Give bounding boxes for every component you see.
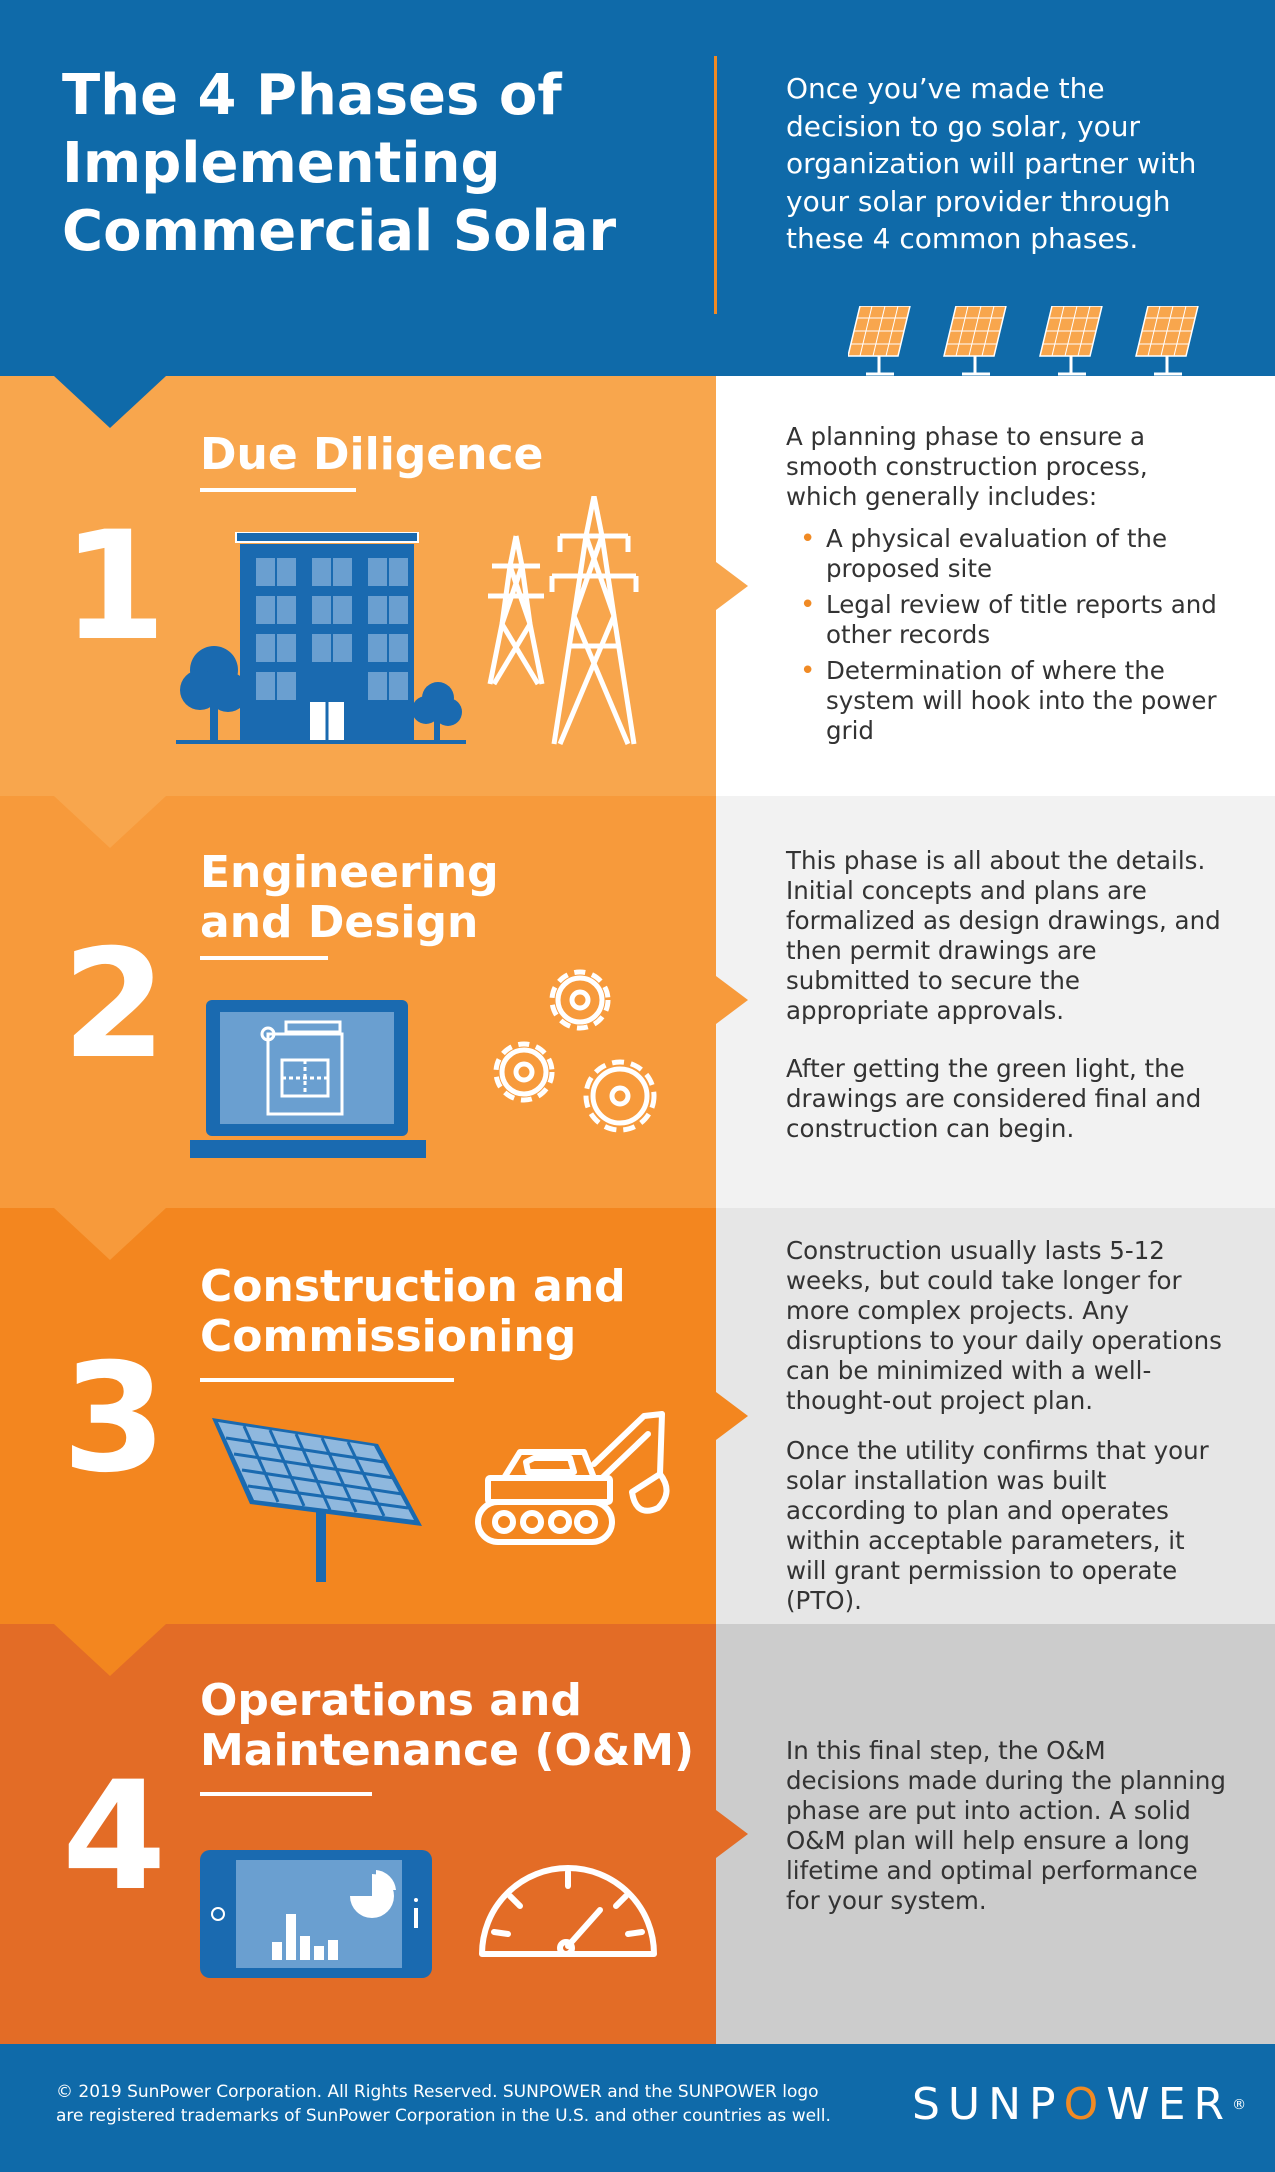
section-pointer [716, 1810, 748, 1858]
section-notch [54, 1624, 166, 1676]
phase-number: 3 [62, 1332, 167, 1506]
header-divider [714, 56, 717, 314]
phase-intro-text: A planning phase to ensure a smooth construction process, which generally includes: [786, 422, 1148, 511]
section-pointer [716, 562, 748, 610]
section-pointer [716, 1392, 748, 1440]
office-building-icon [176, 532, 466, 752]
phase-title [200, 848, 700, 948]
registered-mark: ® [1232, 2097, 1247, 2113]
solar-panels-icon [848, 306, 1208, 378]
excavator-icon [474, 1404, 674, 1574]
footer [0, 2044, 1275, 2172]
phase-description [786, 422, 1226, 752]
bullet-list [786, 524, 1226, 746]
phase-description [786, 1236, 1226, 1616]
phase-number: 4 [62, 1750, 167, 1924]
phase-title-line-1: Engineering [200, 847, 499, 898]
logo-text-b: WER [1106, 2079, 1233, 2130]
phase-paragraph-1: Construction usually lasts 5-12 weeks, but could take longer for more complex projects. Any disruptions to your daily operations can be minimized with a well-thought-out project plan. [786, 1236, 1222, 1415]
phase-title [200, 1262, 700, 1362]
phase-1-section [0, 376, 1275, 796]
section-notch [54, 1208, 166, 1260]
phase-2-section [0, 796, 1275, 1208]
gears-icon [488, 956, 668, 1146]
logo-text-o: O [1063, 2079, 1107, 2130]
section-notch [54, 376, 166, 428]
phase-number: 1 [62, 500, 167, 674]
phase-3-section [0, 1208, 1275, 1624]
phase-title-line-2: Commissioning [200, 1311, 577, 1362]
list-item: • Determination of where the system will hook into the power grid [786, 656, 1226, 746]
phase-title-line-1: Construction and [200, 1261, 626, 1312]
title-line-1: The 4 Phases of [62, 63, 562, 128]
phase-title-line-1: Operations and [200, 1675, 582, 1726]
section-notch [54, 796, 166, 848]
laptop-blueprint-icon [190, 1000, 430, 1170]
phase-title-line-2: and Design [200, 897, 479, 948]
phase-title: Due Diligence [200, 429, 544, 480]
phase-number: 2 [62, 918, 167, 1092]
title-underline [200, 956, 328, 960]
title-line-3: Commercial Solar [62, 199, 617, 264]
section-pointer [716, 976, 748, 1024]
phase-paragraph-1: This phase is all about the details. Initial concepts and plans are formalized as design drawings, and then permit drawings are submitted to secure the appropriate approvals. [786, 846, 1221, 1025]
phase-description: In this final step, the O&M decisions made during the planning phase are put into action. A solid O&M plan will help ensure a long lifetime and optimal performance for your system. [786, 1736, 1226, 1915]
sunpower-logo [912, 2080, 1246, 2130]
list-item: • Legal review of title reports and other records [786, 590, 1226, 650]
list-item: • A physical evaluation of the proposed site [786, 524, 1226, 584]
phase-title [200, 1676, 700, 1776]
solar-panel-icon [208, 1414, 428, 1594]
speedometer-icon [476, 1850, 660, 1960]
phase-description [786, 846, 1226, 1144]
phase-paragraph-2: Once the utility confirms that your solar installation was built according to plan and operates within acceptable parameters, it will grant permission to operate (PTO). [786, 1436, 1209, 1615]
title-line-2: Implementing [62, 131, 501, 196]
copyright-text [56, 2080, 876, 2128]
page-title [62, 62, 662, 266]
header-banner [0, 0, 1275, 376]
title-underline [200, 1378, 454, 1382]
title-underline [200, 1792, 372, 1796]
copyright-line-2: are registered trademarks of SunPower Corporation in the U.S. and other countries as well. [56, 2106, 831, 2126]
phase-4-section [0, 1624, 1275, 2044]
title-underline [200, 488, 356, 492]
logo-text-a: SUNP [912, 2079, 1064, 2130]
phase-title-line-2: Maintenance (O&M) [200, 1725, 695, 1776]
header-intro: Once you’ve made the decision to go solar, your organization will partner with your solar provider through these 4 common phases. [786, 72, 1197, 255]
power-tower-icon [482, 496, 682, 746]
copyright-line-1: © 2019 SunPower Corporation. All Rights Reserved. SUNPOWER and the SUNPOWER logo [56, 2082, 819, 2102]
tablet-dashboard-icon [200, 1850, 432, 1980]
phase-paragraph-2: After getting the green light, the drawings are considered final and construction can begin. [786, 1054, 1202, 1143]
